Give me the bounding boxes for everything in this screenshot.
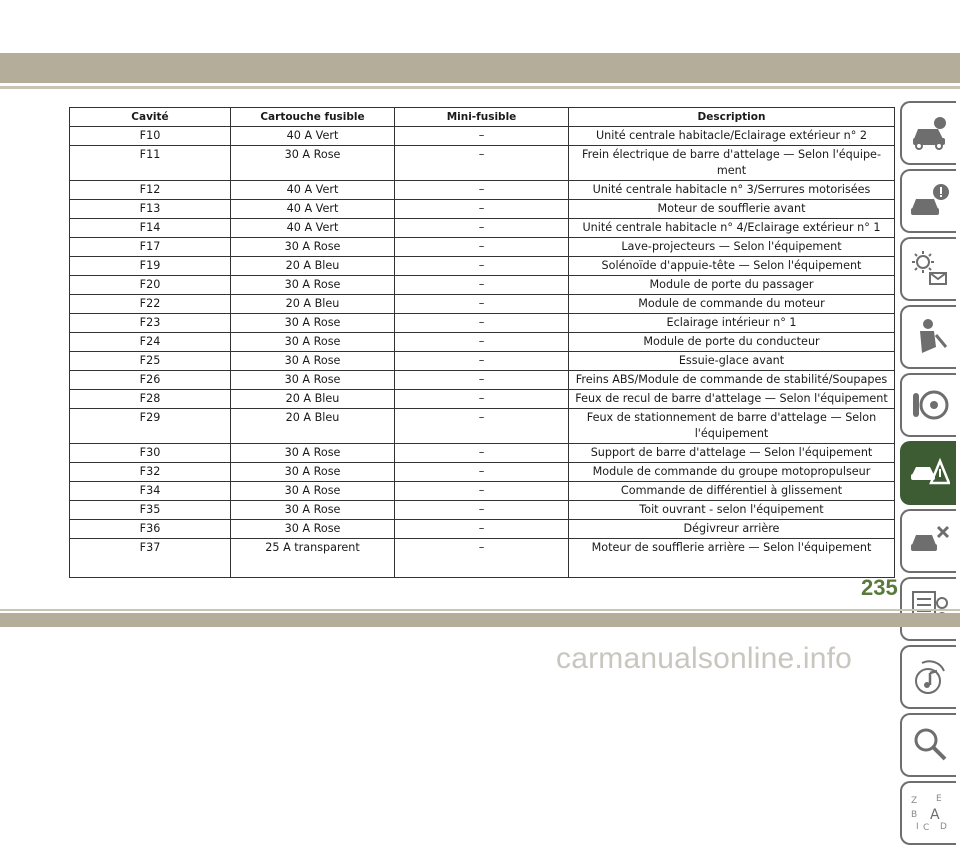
top-header-band xyxy=(0,53,960,83)
cell-mini-fuse: – xyxy=(395,295,569,314)
table-row xyxy=(70,444,895,463)
cell-mini-fuse: – xyxy=(395,219,569,238)
table-row xyxy=(70,371,895,390)
cell-cavity: F28 xyxy=(70,390,231,409)
header-cartridge-fuse: Cartouche fusible xyxy=(231,108,395,127)
cell-mini-fuse: – xyxy=(395,390,569,409)
cell-description: Commande de différentiel à glissement xyxy=(569,482,895,501)
cell-description: Toit ouvrant - selon l'équipement xyxy=(569,501,895,520)
cell-mini-fuse: – xyxy=(395,127,569,146)
table-row xyxy=(70,390,895,409)
cell-mini-fuse: – xyxy=(395,539,569,578)
cell-description: Unité centrale habitacle n° 4/Eclairage extérieur n° 1 xyxy=(569,219,895,238)
tab-in-case-of-emergency[interactable] xyxy=(900,441,956,505)
cell-description: Moteur de soufflerie avant xyxy=(569,200,895,219)
top-divider-line xyxy=(0,86,960,89)
cell-mini-fuse: – xyxy=(395,444,569,463)
steering-wheel-icon xyxy=(910,385,950,425)
svg-text:C: C xyxy=(923,823,930,833)
roadside-warning-icon xyxy=(910,453,950,493)
table-row xyxy=(70,295,895,314)
header-mini-fuse: Mini-fusible xyxy=(395,108,569,127)
cell-cavity: F17 xyxy=(70,238,231,257)
cell-mini-fuse: – xyxy=(395,520,569,539)
cell-cavity: F34 xyxy=(70,482,231,501)
cell-cavity: F10 xyxy=(70,127,231,146)
cell-cartridge-fuse: 40 A Vert xyxy=(231,200,395,219)
cell-cartridge-fuse: 30 A Rose xyxy=(231,314,395,333)
cell-cartridge-fuse: 40 A Vert xyxy=(231,127,395,146)
cell-cartridge-fuse: 30 A Rose xyxy=(231,463,395,482)
cell-cavity: F35 xyxy=(70,501,231,520)
car-info-icon xyxy=(910,113,950,153)
cell-mini-fuse: – xyxy=(395,276,569,295)
cell-cavity: F22 xyxy=(70,295,231,314)
cell-cavity: F25 xyxy=(70,352,231,371)
tab-multimedia[interactable] xyxy=(900,645,956,709)
table-row xyxy=(70,181,895,200)
cell-description: Essuie-glace avant xyxy=(569,352,895,371)
tab-seat-safety[interactable] xyxy=(900,305,956,369)
cell-cavity: F19 xyxy=(70,257,231,276)
table-row xyxy=(70,127,895,146)
cell-cavity: F24 xyxy=(70,333,231,352)
cell-mini-fuse: – xyxy=(395,257,569,276)
svg-text:B: B xyxy=(911,810,918,820)
watermark-text: carmanualsonline.info xyxy=(556,642,853,675)
cell-mini-fuse: – xyxy=(395,352,569,371)
cell-mini-fuse: – xyxy=(395,333,569,352)
cell-description: Dégivreur arrière xyxy=(569,520,895,539)
cell-cavity: F12 xyxy=(70,181,231,200)
table-row xyxy=(70,463,895,482)
cell-cartridge-fuse: 30 A Rose xyxy=(231,482,395,501)
header-description: Description xyxy=(569,108,895,127)
cell-mini-fuse: – xyxy=(395,371,569,390)
cell-cartridge-fuse: 30 A Rose xyxy=(231,371,395,390)
tab-servicing-maintenance[interactable] xyxy=(900,509,956,573)
svg-text:E: E xyxy=(936,794,942,804)
cell-mini-fuse: – xyxy=(395,314,569,333)
cell-description: Solénoïde d'appuie-tête — Selon l'équipement xyxy=(569,257,895,276)
cell-cavity: F29 xyxy=(70,409,231,444)
cell-cartridge-fuse: 30 A Rose xyxy=(231,352,395,371)
table-row xyxy=(70,314,895,333)
service-tools-icon xyxy=(910,521,950,561)
table-row xyxy=(70,352,895,371)
cell-description: Frein électrique de barre d'attelage — Selon l'équipe- ment xyxy=(569,146,895,181)
cell-description: Lave-projecteurs — Selon l'équipement xyxy=(569,238,895,257)
cell-cavity: F13 xyxy=(70,200,231,219)
car-alert-icon xyxy=(910,181,950,221)
cell-mini-fuse: – xyxy=(395,501,569,520)
cell-description: Unité centrale habitacle/Eclairage extérieur n° 2 xyxy=(569,127,895,146)
cell-description: Feux de stationnement de barre d'attelage — Selon l'équipement xyxy=(569,409,895,444)
alphabet-index-icon xyxy=(910,793,950,833)
cell-mini-fuse: – xyxy=(395,463,569,482)
cell-cavity: F20 xyxy=(70,276,231,295)
cell-cavity: F23 xyxy=(70,314,231,333)
cell-cavity: F11 xyxy=(70,146,231,181)
cell-cartridge-fuse: 30 A Rose xyxy=(231,501,395,520)
fuse-table xyxy=(69,107,895,578)
table-row xyxy=(70,238,895,257)
tab-index[interactable] xyxy=(900,781,956,845)
cell-cavity: F32 xyxy=(70,463,231,482)
bottom-footer-band xyxy=(0,613,960,627)
cell-description: Module de commande du moteur xyxy=(569,295,895,314)
cell-cavity: F30 xyxy=(70,444,231,463)
cell-description: Unité centrale habitacle n° 3/Serrures motorisées xyxy=(569,181,895,200)
cell-mini-fuse: – xyxy=(395,200,569,219)
cell-description: Eclairage intérieur n° 1 xyxy=(569,314,895,333)
cell-cartridge-fuse: 20 A Bleu xyxy=(231,390,395,409)
cell-cartridge-fuse: 30 A Rose xyxy=(231,520,395,539)
svg-text:A: A xyxy=(930,807,940,823)
table-row xyxy=(70,219,895,238)
cell-description: Module de commande du groupe motopropulseur xyxy=(569,463,895,482)
cell-cartridge-fuse: 40 A Vert xyxy=(231,181,395,200)
cell-cartridge-fuse: 30 A Rose xyxy=(231,276,395,295)
cell-mini-fuse: – xyxy=(395,181,569,200)
cell-cartridge-fuse: 40 A Vert xyxy=(231,219,395,238)
cell-cavity: F14 xyxy=(70,219,231,238)
cell-mini-fuse: – xyxy=(395,238,569,257)
cell-cavity: F36 xyxy=(70,520,231,539)
cell-description: Module de porte du passager xyxy=(569,276,895,295)
cell-cartridge-fuse: 30 A Rose xyxy=(231,444,395,463)
table-row xyxy=(70,520,895,539)
cell-description: Module de porte du conducteur xyxy=(569,333,895,352)
table-row xyxy=(70,501,895,520)
svg-text:Z: Z xyxy=(911,796,918,806)
cell-cavity: F37 xyxy=(70,539,231,578)
cell-description: Moteur de soufflerie arrière — Selon l'équipement xyxy=(569,539,895,578)
table-row xyxy=(70,146,895,181)
table-header-row xyxy=(70,108,895,127)
tab-car-info[interactable] xyxy=(900,101,956,165)
cell-cavity: F26 xyxy=(70,371,231,390)
search-index-icon xyxy=(910,725,950,765)
cell-mini-fuse: – xyxy=(395,146,569,181)
chapter-tabs xyxy=(898,101,960,849)
cell-cartridge-fuse: 30 A Rose xyxy=(231,333,395,352)
table-row xyxy=(70,257,895,276)
seat-person-icon xyxy=(910,317,950,357)
tab-starting-driving[interactable] xyxy=(900,373,956,437)
cell-cartridge-fuse: 20 A Bleu xyxy=(231,257,395,276)
table-row xyxy=(70,482,895,501)
cell-mini-fuse: – xyxy=(395,409,569,444)
table-row xyxy=(70,200,895,219)
multimedia-icon xyxy=(910,657,950,697)
svg-text:D: D xyxy=(940,822,947,832)
cell-description: Support de barre d'attelage — Selon l'équipement xyxy=(569,444,895,463)
cell-cartridge-fuse: 30 A Rose xyxy=(231,238,395,257)
cell-cartridge-fuse: 20 A Bleu xyxy=(231,409,395,444)
page-number: 235 xyxy=(861,575,898,600)
table-row xyxy=(70,276,895,295)
table-row xyxy=(70,409,895,444)
warning-light-icon xyxy=(910,249,950,289)
header-cavity: Cavité xyxy=(70,108,231,127)
cell-description: Freins ABS/Module de commande de stabilité/Soupapes xyxy=(569,371,895,390)
table-row xyxy=(70,539,895,578)
tab-car-alert[interactable] xyxy=(900,169,956,233)
bottom-divider-line xyxy=(0,609,960,611)
tab-warning-lights[interactable] xyxy=(900,237,956,301)
cell-cartridge-fuse: 25 A transparent xyxy=(231,539,395,578)
tab-customer-assistance[interactable] xyxy=(900,713,956,777)
cell-mini-fuse: – xyxy=(395,482,569,501)
cell-description: Feux de recul de barre d'attelage — Selon l'équipement xyxy=(569,390,895,409)
cell-cartridge-fuse: 30 A Rose xyxy=(231,146,395,181)
table-row xyxy=(70,333,895,352)
svg-text:I: I xyxy=(916,822,919,832)
cell-cartridge-fuse: 20 A Bleu xyxy=(231,295,395,314)
